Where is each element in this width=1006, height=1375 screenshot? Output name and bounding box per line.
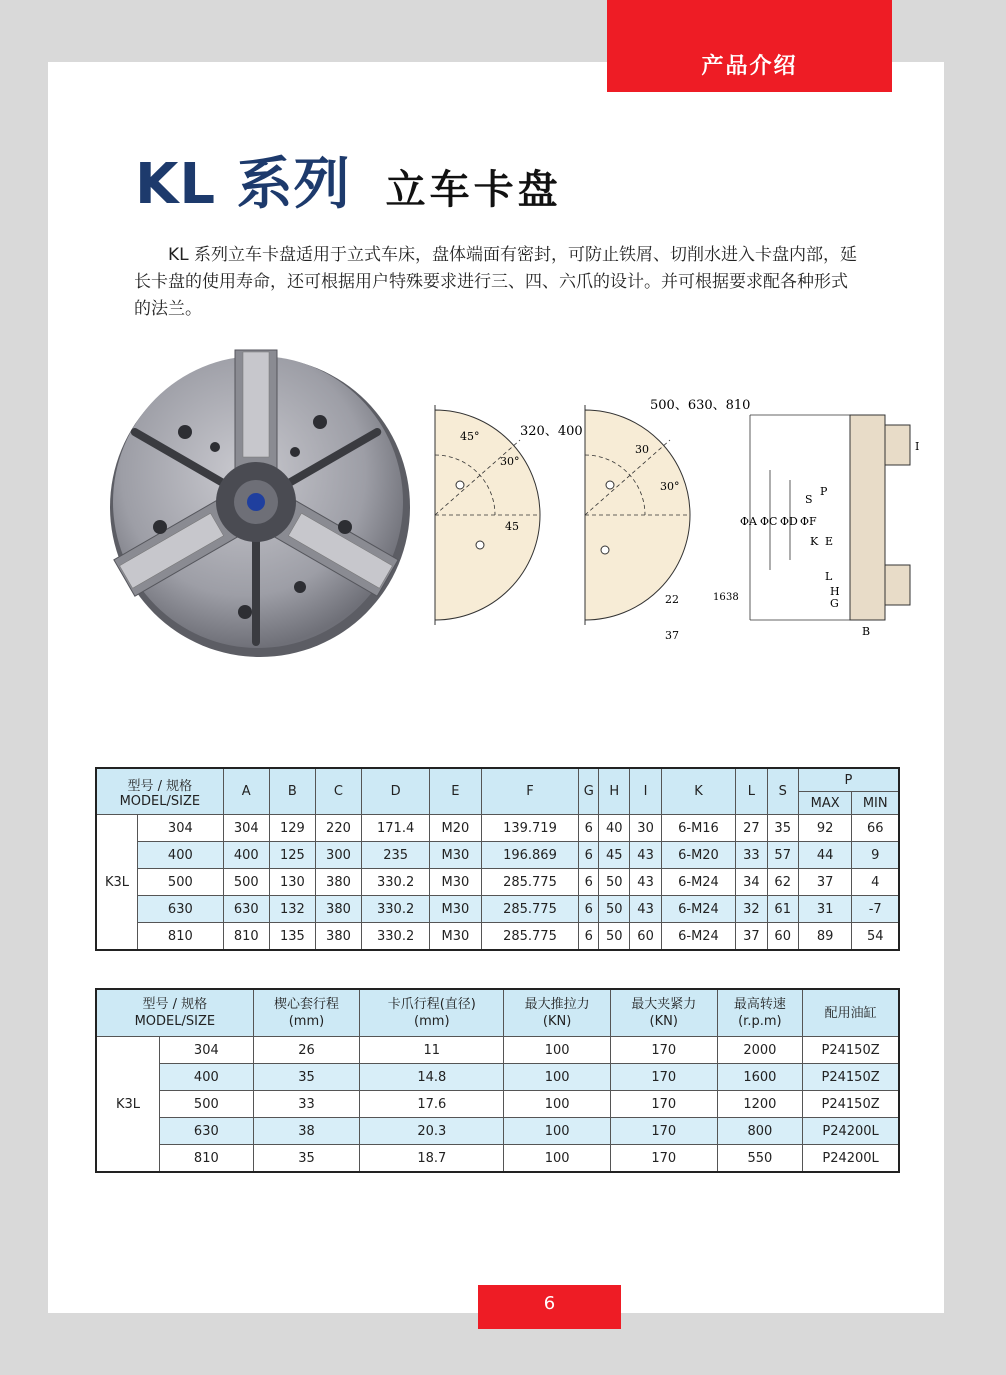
table-cell: M30 — [430, 923, 481, 951]
table-row — [96, 1145, 899, 1173]
chuck-photo — [95, 342, 415, 662]
dim-label: S — [805, 493, 813, 506]
table-cell: 57 — [767, 842, 798, 869]
col-header-p: P — [798, 768, 899, 792]
dim-label: ΦC — [760, 515, 778, 528]
table-cell: 170 — [610, 1037, 717, 1064]
table-cell: 27 — [736, 815, 767, 842]
dim-label: E — [825, 535, 834, 548]
table-cell: 44 — [798, 842, 852, 869]
table-cell: 100 — [504, 1145, 611, 1173]
angle-label: 30° — [660, 480, 680, 493]
table-cell: 6-M24 — [661, 869, 736, 896]
table-cell: 50 — [599, 869, 630, 896]
table-cell: 6 — [579, 842, 599, 869]
table-cell: 38 — [253, 1118, 360, 1145]
table-cell: 26 — [253, 1037, 360, 1064]
dim-label: B — [862, 625, 871, 638]
table-cell: P24150Z — [803, 1037, 899, 1064]
col-header: 最大夹紧力 (KN) — [610, 989, 717, 1037]
table-cell: 130 — [269, 869, 315, 896]
dim-label: ΦA — [740, 515, 757, 528]
table-cell: 100 — [504, 1118, 611, 1145]
table-cell: 50 — [599, 896, 630, 923]
table-cell: 170 — [610, 1091, 717, 1118]
dim-label: K — [810, 535, 819, 548]
table-row — [96, 869, 899, 896]
col-header: S — [767, 768, 798, 815]
table-cell: 20.3 — [360, 1118, 504, 1145]
table-cell: 6-M24 — [661, 923, 736, 951]
col-header: L — [736, 768, 767, 815]
table-cell: 810 — [160, 1145, 254, 1173]
table-cell: 34 — [736, 869, 767, 896]
table-cell: 11 — [360, 1037, 504, 1064]
table-cell: 37 — [798, 869, 852, 896]
col-header: K — [661, 768, 736, 815]
col-header: 最高转速 (r.p.m) — [717, 989, 803, 1037]
col-header: H — [599, 768, 630, 815]
table-cell: 92 — [798, 815, 852, 842]
table-cell: 89 — [798, 923, 852, 951]
table-cell: 171.4 — [362, 815, 430, 842]
table-cell: 330.2 — [362, 923, 430, 951]
dim-label: P — [820, 485, 828, 498]
table-cell: 30 — [630, 815, 661, 842]
col-header: 最大推拉力 (KN) — [504, 989, 611, 1037]
table-cell: 630 — [138, 896, 224, 923]
table-cell: 135 — [269, 923, 315, 951]
table-cell: P24150Z — [803, 1091, 899, 1118]
table-cell: 304 — [138, 815, 224, 842]
col-header-p-max: MAX — [798, 792, 852, 815]
table-cell: 235 — [362, 842, 430, 869]
table-cell: 196.869 — [481, 842, 579, 869]
table-cell: 630 — [223, 896, 269, 923]
table-cell: 800 — [717, 1118, 803, 1145]
table-cell: 6 — [579, 869, 599, 896]
table-cell: 500 — [160, 1091, 254, 1118]
table-cell: 6 — [579, 815, 599, 842]
dimension-table — [95, 767, 900, 951]
table-cell: 170 — [610, 1064, 717, 1091]
table-cell: 630 — [160, 1118, 254, 1145]
table-cell: 300 — [315, 842, 361, 869]
table-cell: 4 — [852, 869, 899, 896]
table-cell: 60 — [630, 923, 661, 951]
angle-label: 45° — [460, 430, 480, 443]
table-cell: M30 — [430, 896, 481, 923]
technical-drawing — [430, 395, 930, 650]
table-row — [96, 1091, 899, 1118]
table-cell: 6-M24 — [661, 896, 736, 923]
table-cell: 100 — [504, 1037, 611, 1064]
table-cell: 285.775 — [481, 869, 579, 896]
dim-label: ΦD — [780, 515, 798, 528]
table-cell: 400 — [138, 842, 224, 869]
table-cell: P24200L — [803, 1118, 899, 1145]
dim-label: L — [825, 570, 833, 583]
table-cell: 100 — [504, 1091, 611, 1118]
table-cell: 380 — [315, 896, 361, 923]
table-cell: M20 — [430, 815, 481, 842]
dim-label: G — [830, 597, 839, 610]
col-header: G — [579, 768, 599, 815]
table-cell: 33 — [736, 842, 767, 869]
col-header: 配用油缸 — [803, 989, 899, 1037]
col-header: B — [269, 768, 315, 815]
table-cell: 31 — [798, 896, 852, 923]
table-cell: 6-M16 — [661, 815, 736, 842]
table-cell: 330.2 — [362, 869, 430, 896]
series-cell: K3L — [96, 1037, 160, 1173]
page-number: 6 — [478, 1285, 621, 1329]
table-row — [96, 842, 899, 869]
table-cell: P24150Z — [803, 1064, 899, 1091]
table-cell: 43 — [630, 869, 661, 896]
table-cell: 304 — [223, 815, 269, 842]
table-cell: 1200 — [717, 1091, 803, 1118]
angle-label: 45 — [505, 520, 519, 533]
table-cell: 35 — [767, 815, 798, 842]
table-cell: 6 — [579, 896, 599, 923]
table-cell: 6 — [579, 923, 599, 951]
table-cell: P24200L — [803, 1145, 899, 1173]
table-cell: 170 — [610, 1118, 717, 1145]
section-tab — [607, 0, 892, 92]
table-cell: -7 — [852, 896, 899, 923]
table-cell: 330.2 — [362, 896, 430, 923]
model-header: 型号 / 规格 MODEL/SIZE — [96, 768, 223, 815]
table-cell: 285.775 — [481, 923, 579, 951]
table-cell: 810 — [138, 923, 224, 951]
drawing-label-right: 500、630、810 — [650, 398, 751, 413]
table-cell: 550 — [717, 1145, 803, 1173]
table-cell: 37 — [736, 923, 767, 951]
table-cell: 400 — [223, 842, 269, 869]
model-header: 型号 / 规格 MODEL/SIZE — [96, 989, 253, 1037]
table-cell: 125 — [269, 842, 315, 869]
table-cell: 32 — [736, 896, 767, 923]
col-header: F — [481, 768, 579, 815]
table-row — [96, 1118, 899, 1145]
col-header: A — [223, 768, 269, 815]
col-header: D — [362, 768, 430, 815]
series-cell: K3L — [96, 815, 138, 951]
table-cell: 129 — [269, 815, 315, 842]
page-title — [135, 140, 562, 217]
table-cell: 43 — [630, 842, 661, 869]
table-cell: 380 — [315, 869, 361, 896]
table-cell: 35 — [253, 1064, 360, 1091]
dim-label: 16 — [713, 592, 726, 603]
section-tab-label: 产品介绍 — [701, 54, 798, 79]
table-cell: 61 — [767, 896, 798, 923]
intro-paragraph: KL 系列立车卡盘适用于立式车床，盘体端面有密封，可防止铁屑、切削水进入卡盘内部，延长卡盘的使用寿命，还可根据用户特殊要求进行三、四、六爪的设计。并可根据要求配各种形式的法兰。 — [134, 245, 858, 319]
col-header: 卡爪行程(直径) (mm) — [360, 989, 504, 1037]
table-cell: 60 — [767, 923, 798, 951]
drawing-label-left: 320、400 — [520, 424, 583, 439]
table-cell: 6-M20 — [661, 842, 736, 869]
angle-label: 30 — [635, 443, 649, 456]
table-cell: 40 — [599, 815, 630, 842]
table-cell: 45 — [599, 842, 630, 869]
table-cell: 285.775 — [481, 896, 579, 923]
table-cell: 9 — [852, 842, 899, 869]
table-cell: 500 — [223, 869, 269, 896]
dim-label: 22 — [665, 593, 679, 606]
dim-label: H — [830, 585, 840, 598]
table-row — [96, 896, 899, 923]
col-header: 楔心套行程 (mm) — [253, 989, 360, 1037]
col-header: E — [430, 768, 481, 815]
dim-label: 37 — [665, 629, 679, 642]
dim-label: I — [915, 440, 920, 453]
table-cell: 33 — [253, 1091, 360, 1118]
table-cell: 43 — [630, 896, 661, 923]
title-subtitle: 立车卡盘 — [385, 167, 562, 213]
table-cell: 304 — [160, 1037, 254, 1064]
table-cell: 100 — [504, 1064, 611, 1091]
angle-label: 30° — [500, 455, 520, 468]
col-header: I — [630, 768, 661, 815]
table-cell: 50 — [599, 923, 630, 951]
table-cell: M30 — [430, 869, 481, 896]
col-header-p-min: MIN — [852, 792, 899, 815]
table-cell: 380 — [315, 923, 361, 951]
col-header: C — [315, 768, 361, 815]
table-row — [96, 923, 899, 951]
table-cell: 400 — [160, 1064, 254, 1091]
table-cell: 18.7 — [360, 1145, 504, 1173]
performance-table — [95, 988, 900, 1173]
table-cell: 810 — [223, 923, 269, 951]
table-cell: 170 — [610, 1145, 717, 1173]
table-cell: 2000 — [717, 1037, 803, 1064]
table-cell: 14.8 — [360, 1064, 504, 1091]
title-series: KL 系列 — [135, 152, 351, 217]
dim-label: 38 — [726, 592, 739, 603]
table-cell: M30 — [430, 842, 481, 869]
table-cell: 139.719 — [481, 815, 579, 842]
table-cell: 220 — [315, 815, 361, 842]
table-cell: 17.6 — [360, 1091, 504, 1118]
table-row — [96, 1064, 899, 1091]
table-cell: 62 — [767, 869, 798, 896]
table-cell: 66 — [852, 815, 899, 842]
table-row — [96, 815, 899, 842]
table-cell: 500 — [138, 869, 224, 896]
dim-label: ΦF — [800, 515, 817, 528]
table-cell: 54 — [852, 923, 899, 951]
table-cell: 1600 — [717, 1064, 803, 1091]
table-cell: 35 — [253, 1145, 360, 1173]
table-cell: 132 — [269, 896, 315, 923]
table-row — [96, 1037, 899, 1064]
